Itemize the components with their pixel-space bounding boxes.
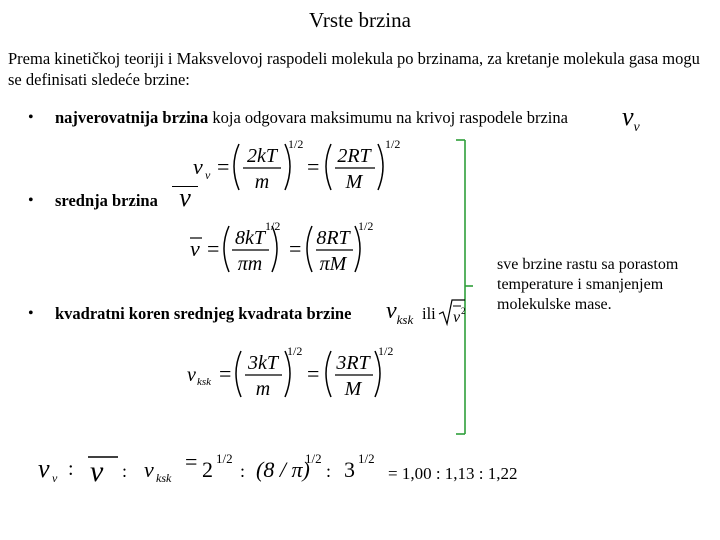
svg-text::: : (68, 458, 74, 480)
svg-text:1/2: 1/2 (305, 451, 322, 466)
item-mean-term: srednja brzina (55, 191, 158, 210)
svg-text:2: 2 (202, 457, 213, 482)
svg-text:=: = (217, 154, 230, 179)
svg-text:v: v (190, 236, 200, 261)
svg-text::: : (326, 461, 332, 481)
svg-text:πm: πm (237, 253, 263, 275)
symbol-v-most-probable: $v_v$ (622, 102, 640, 136)
svg-text:m: m (255, 378, 271, 400)
right-bracket (455, 138, 475, 438)
or-word: ili (422, 304, 436, 323)
svg-text:1/2: 1/2 (358, 451, 375, 466)
item-rms-term: kvadratni koren srednjeg kvadrata brzine (55, 304, 352, 323)
svg-text:v: v (52, 471, 58, 485)
svg-text:v: v (205, 168, 211, 182)
svg-text:1/2: 1/2 (288, 137, 304, 151)
svg-text:1/2: 1/2 (378, 344, 394, 358)
svg-text:v: v (193, 154, 203, 179)
svg-text:1/2: 1/2 (385, 137, 401, 151)
formula-rms (185, 343, 415, 405)
svg-text:8kT: 8kT (235, 227, 265, 249)
item-mean (55, 191, 158, 211)
intro-paragraph: Prema kinetičkoj teoriji i Maksvelovoj raspodeli molekula po brzinama, za kretanje molekula gasa mogu se definisati sledeće brzine: (8, 49, 700, 89)
svg-text:=: = (307, 154, 320, 179)
symbol-v-rms: $v_{ksk}$ (386, 298, 414, 327)
svg-text::: : (240, 461, 246, 481)
svg-text:=: = (289, 236, 302, 261)
formula-mean (183, 218, 383, 280)
svg-text:=: = (207, 236, 220, 261)
svg-text:m: m (254, 171, 270, 193)
svg-text:v: v (38, 454, 50, 483)
svg-text:M: M (345, 171, 363, 193)
item-most-probable-term: najverovatnija brzina (55, 108, 209, 127)
svg-text:(8 / π): (8 / π) (256, 457, 310, 482)
svg-text:2RT: 2RT (337, 145, 371, 167)
svg-text:v: v (144, 457, 154, 482)
svg-text:3kT: 3kT (248, 352, 278, 374)
svg-text:3RT: 3RT (336, 352, 370, 374)
svg-text:1/2: 1/2 (287, 344, 303, 358)
svg-text:ksk: ksk (156, 471, 172, 485)
svg-text:M: M (344, 378, 362, 400)
svg-text:ksk: ksk (197, 376, 212, 388)
page-title: Vrste brzina (309, 8, 411, 32)
item-most-probable-rest: koja odgovara maksimumu na krivoj raspodele brzina (208, 108, 568, 127)
svg-text::: : (122, 461, 128, 481)
bullet-2: • (28, 192, 34, 209)
svg-text:1/2: 1/2 (358, 219, 374, 233)
svg-text:8RT: 8RT (316, 227, 350, 249)
svg-text:v: v (187, 364, 196, 386)
svg-text:3: 3 (344, 457, 355, 482)
bullet-3: • (28, 305, 34, 322)
svg-text:v: v (90, 455, 104, 488)
bullet-1: • (28, 109, 34, 126)
svg-text:2: 2 (461, 306, 466, 316)
svg-text:=: = (185, 449, 198, 474)
item-most-probable (55, 108, 568, 128)
svg-text:= 1,00 : 1,13 : 1,22: = 1,00 : 1,13 : 1,22 (388, 464, 518, 483)
svg-text:=: = (219, 361, 232, 386)
svg-text:πM: πM (319, 253, 347, 275)
item-rms (55, 304, 351, 324)
svg-text:v: v (453, 309, 461, 326)
svg-text:1/2: 1/2 (216, 451, 233, 466)
sqrt-v2-symbol (437, 298, 467, 328)
formula-most-probable (185, 136, 415, 198)
svg-text:2kT: 2kT (247, 145, 277, 167)
note-text: sve brzine rastu sa porastom temperature i smanjenjem molekulske mase. (497, 256, 679, 313)
svg-text:=: = (307, 361, 320, 386)
svg-text:1/2: 1/2 (265, 219, 281, 233)
ratio-line (30, 445, 720, 495)
symbol-vbar-mean: v (172, 186, 198, 209)
